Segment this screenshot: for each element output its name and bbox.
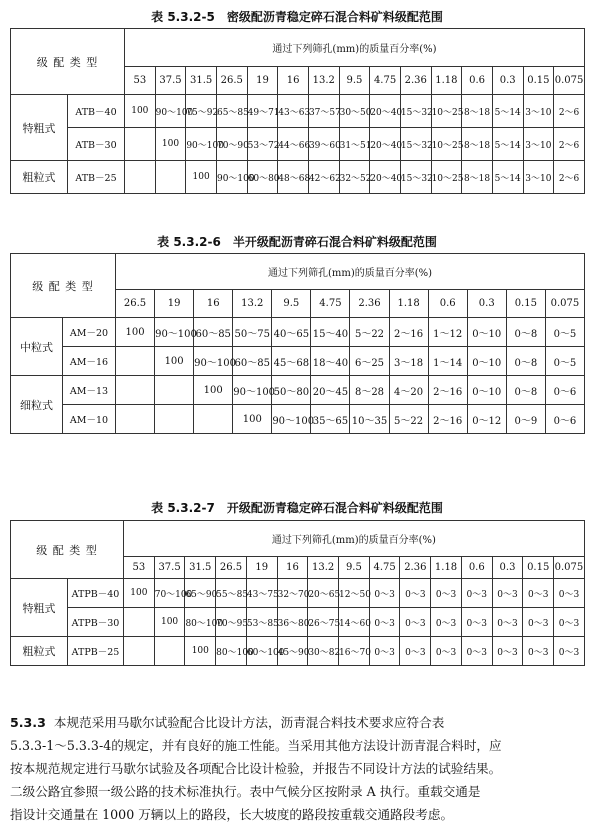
- mix-type: ATPB－25: [68, 637, 124, 666]
- passing-range-cell: 0～3: [400, 579, 431, 608]
- sieve-size: 9.5: [272, 290, 311, 318]
- sieve-size: 13.2: [308, 67, 339, 95]
- passing-range-cell: 3～10: [523, 95, 554, 128]
- table-row: [11, 95, 585, 128]
- passing-range-cell: 0～6: [545, 376, 584, 405]
- passing-range-cell: 50～75: [233, 318, 272, 347]
- passing-range-cell: 3～18: [389, 347, 428, 376]
- passing-range-cell: [125, 128, 156, 161]
- passing-range-cell: 0～3: [369, 608, 400, 637]
- passing-range-cell: 10～25: [431, 128, 462, 161]
- gradation-group: 粗粒式: [11, 637, 68, 666]
- sieve-size: 31.5: [186, 67, 217, 95]
- table-row: [11, 347, 585, 376]
- passing-range-cell: 0～3: [369, 579, 400, 608]
- sieve-size: 1.18: [389, 290, 428, 318]
- passing-range-cell: 5～14: [492, 161, 523, 194]
- passing-range-cell: 45～90: [277, 637, 308, 666]
- sieve-size: 0.3: [492, 557, 523, 579]
- passing-range-cell: 45～68: [272, 347, 311, 376]
- sieve-size: 13.2: [233, 290, 272, 318]
- mix-type: ATB－30: [68, 128, 125, 161]
- passing-range-cell: 20～40: [370, 161, 401, 194]
- passing-range-cell: 20～65: [308, 579, 339, 608]
- sieve-size: 4.75: [369, 557, 400, 579]
- sieve-size: 9.5: [339, 67, 370, 95]
- passing-range-cell: 65～90: [185, 579, 216, 608]
- passing-range-cell: 2～16: [389, 318, 428, 347]
- mix-type: ATPB－40: [68, 579, 124, 608]
- passing-range-cell: [124, 608, 155, 637]
- passing-range-cell: 100: [233, 405, 272, 434]
- corner-label: 级 配 类 型: [11, 521, 124, 579]
- clause-paragraph: [10, 711, 584, 826]
- passing-range-cell: 53～72: [247, 128, 278, 161]
- passing-percent-header: 通过下列筛孔(mm)的质量百分率(%): [125, 29, 585, 67]
- sieve-size: 0.3: [492, 67, 523, 95]
- passing-range-cell: 3～10: [523, 161, 554, 194]
- passing-range-cell: 60～80: [247, 161, 278, 194]
- sieve-size: 26.5: [216, 557, 247, 579]
- gradation-group: 粗粒式: [11, 161, 68, 194]
- table-row: [11, 579, 585, 608]
- passing-range-cell: 75～92: [186, 95, 217, 128]
- passing-range-cell: 0～3: [523, 637, 554, 666]
- sieve-size: 16: [278, 67, 309, 95]
- sieve-size: 19: [247, 67, 278, 95]
- table-row: [11, 637, 585, 666]
- passing-range-cell: 1～14: [428, 347, 467, 376]
- paragraph-line-4: 二级公路宜参照一级公路的技术标准执行。表中气候分区按附录 A 执行。重载交通是: [10, 784, 481, 799]
- passing-range-cell: 16～70: [339, 637, 370, 666]
- passing-range-cell: 2～6: [554, 128, 585, 161]
- table-row: [11, 318, 585, 347]
- passing-range-cell: [194, 405, 233, 434]
- header-row: [11, 29, 585, 67]
- passing-range-cell: 50～80: [272, 376, 311, 405]
- passing-range-cell: 8～18: [462, 95, 493, 128]
- passing-range-cell: 1～12: [428, 318, 467, 347]
- sieve-size: 19: [155, 290, 194, 318]
- passing-range-cell: 0～10: [467, 347, 506, 376]
- header-row: [11, 521, 585, 557]
- passing-range-cell: 0～9: [506, 405, 545, 434]
- paragraph-line-3: 按本规范规定进行马歇尔试验及各项配合比设计检验，并报告不同设计方法的试验结果。: [10, 761, 502, 776]
- passing-range-cell: 53～85: [246, 608, 277, 637]
- passing-range-cell: 14～60: [339, 608, 370, 637]
- passing-range-cell: [155, 376, 194, 405]
- passing-range-cell: 5～22: [350, 318, 389, 347]
- passing-range-cell: 0～3: [461, 608, 492, 637]
- passing-range-cell: 0～12: [467, 405, 506, 434]
- sieve-size: 26.5: [216, 67, 247, 95]
- passing-range-cell: 0～3: [461, 637, 492, 666]
- passing-range-cell: 8～28: [350, 376, 389, 405]
- passing-range-cell: 0～3: [554, 608, 585, 637]
- sieve-size: 4.75: [370, 67, 401, 95]
- sieve-size: 0.6: [428, 290, 467, 318]
- corner-label: 级 配 类 型: [11, 29, 125, 95]
- passing-range-cell: 90～100: [155, 95, 186, 128]
- passing-range-cell: 10～35: [350, 405, 389, 434]
- table-caption: 表 5.3.2-7 开级配沥青稳定碎石混合料矿料级配范围: [151, 501, 443, 515]
- sieve-size: 0.6: [462, 67, 493, 95]
- passing-range-cell: 0～10: [467, 318, 506, 347]
- passing-range-cell: 0～3: [369, 637, 400, 666]
- sieve-size: 53: [125, 67, 156, 95]
- sieve-size: 4.75: [311, 290, 350, 318]
- passing-range-cell: 0～3: [431, 637, 462, 666]
- passing-range-cell: 4～20: [389, 376, 428, 405]
- passing-range-cell: 100: [116, 318, 155, 347]
- table-row: [11, 608, 585, 637]
- passing-range-cell: 37～57: [308, 95, 339, 128]
- table-caption: 表 5.3.2-6 半开级配沥青碎石混合料矿料级配范围: [157, 235, 437, 249]
- mix-type: ATB－40: [68, 95, 125, 128]
- sieve-size: 37.5: [154, 557, 185, 579]
- sieve-size: 0.075: [545, 290, 584, 318]
- passing-range-cell: 43～75: [246, 579, 277, 608]
- sieve-size: 16: [194, 290, 233, 318]
- passing-range-cell: 5～14: [492, 128, 523, 161]
- passing-range-cell: 20～40: [370, 95, 401, 128]
- passing-range-cell: 80～100: [216, 637, 247, 666]
- passing-range-cell: 48～68: [278, 161, 309, 194]
- passing-range-cell: 2～16: [428, 405, 467, 434]
- passing-range-cell: [116, 376, 155, 405]
- passing-range-cell: 90～100: [194, 347, 233, 376]
- passing-range-cell: 0～3: [431, 579, 462, 608]
- passing-range-cell: 70～95: [216, 608, 247, 637]
- mix-type: ATB－25: [68, 161, 125, 194]
- passing-range-cell: [116, 405, 155, 434]
- passing-range-cell: 100: [185, 637, 216, 666]
- gradation-table-semi-open: [10, 253, 585, 434]
- passing-range-cell: 2～6: [554, 95, 585, 128]
- passing-range-cell: 70～90: [216, 128, 247, 161]
- passing-percent-header: 通过下列筛孔(mm)的质量百分率(%): [116, 254, 585, 290]
- passing-range-cell: 90～100: [233, 376, 272, 405]
- passing-range-cell: 31～51: [339, 128, 370, 161]
- sieve-size: 0.075: [554, 67, 585, 95]
- passing-range-cell: 0～5: [545, 318, 584, 347]
- passing-range-cell: 100: [154, 608, 185, 637]
- passing-range-cell: 12～50: [339, 579, 370, 608]
- sieve-size: 16: [277, 557, 308, 579]
- header-row: [11, 254, 585, 290]
- passing-range-cell: 0～3: [400, 637, 431, 666]
- passing-range-cell: 0～3: [554, 579, 585, 608]
- passing-range-cell: 60～85: [194, 318, 233, 347]
- passing-range-cell: 0～3: [492, 637, 523, 666]
- passing-range-cell: 80～100: [185, 608, 216, 637]
- passing-range-cell: 90～100: [155, 318, 194, 347]
- passing-range-cell: 0～3: [400, 608, 431, 637]
- passing-range-cell: 30～50: [339, 95, 370, 128]
- passing-range-cell: 100: [125, 95, 156, 128]
- passing-range-cell: 0～6: [545, 405, 584, 434]
- clause-number: 5.3.3: [10, 715, 46, 730]
- sieve-size: 1.18: [431, 557, 462, 579]
- passing-range-cell: 100: [194, 376, 233, 405]
- passing-range-cell: 70～100: [154, 579, 185, 608]
- passing-range-cell: 30～82: [308, 637, 339, 666]
- passing-range-cell: 100: [124, 579, 155, 608]
- table-row: [11, 128, 585, 161]
- passing-range-cell: 42～62: [308, 161, 339, 194]
- passing-range-cell: 44～66: [278, 128, 309, 161]
- gradation-group: 细粒式: [11, 376, 63, 434]
- sieve-size: 53: [124, 557, 155, 579]
- passing-range-cell: 90～100: [186, 128, 217, 161]
- passing-range-cell: 0～3: [461, 579, 492, 608]
- gradation-group: 中粒式: [11, 318, 63, 376]
- gradation-group: 特粗式: [11, 95, 68, 161]
- passing-range-cell: 8～18: [462, 161, 493, 194]
- passing-range-cell: 15～32: [400, 95, 431, 128]
- sieve-size: 0.3: [467, 290, 506, 318]
- sieve-size: 1.18: [431, 67, 462, 95]
- table-row: [11, 161, 585, 194]
- passing-range-cell: 26～75: [308, 608, 339, 637]
- passing-range-cell: 0～5: [545, 347, 584, 376]
- sieve-size: 2.36: [400, 557, 431, 579]
- table-caption: 表 5.3.2-5 密级配沥青稳定碎石混合料矿料级配范围: [151, 10, 443, 24]
- sieve-size: 2.36: [400, 67, 431, 95]
- paragraph-line-2: 5.3.3-1～5.3.3-4的规定，并有良好的施工性能。当采用其他方法设计沥青混合料时，应: [10, 738, 502, 753]
- paragraph-text: 本规范采用马歇尔试验配合比设计方法，沥青混合料技术要求应符合表: [53, 715, 445, 730]
- sieve-size: 31.5: [185, 557, 216, 579]
- passing-range-cell: 36～80: [277, 608, 308, 637]
- gradation-table-dense: [10, 28, 585, 194]
- passing-range-cell: 0～3: [492, 608, 523, 637]
- sieve-size: 26.5: [116, 290, 155, 318]
- passing-range-cell: 32～70: [277, 579, 308, 608]
- sieve-size: 13.2: [308, 557, 339, 579]
- passing-range-cell: 0～3: [492, 579, 523, 608]
- passing-range-cell: 2～6: [554, 161, 585, 194]
- passing-range-cell: 10～25: [431, 95, 462, 128]
- passing-range-cell: 5～14: [492, 95, 523, 128]
- mix-type: AM－16: [63, 347, 116, 376]
- passing-range-cell: 35～65: [311, 405, 350, 434]
- corner-label: 级 配 类 型: [11, 254, 116, 318]
- passing-range-cell: 90～100: [216, 161, 247, 194]
- passing-range-cell: 0～8: [506, 318, 545, 347]
- passing-range-cell: 0～8: [506, 347, 545, 376]
- mix-type: AM－20: [63, 318, 116, 347]
- passing-range-cell: 65～85: [216, 95, 247, 128]
- table-row: [11, 376, 585, 405]
- passing-range-cell: [155, 405, 194, 434]
- paragraph-line-1: [10, 711, 584, 734]
- sieve-size: 37.5: [155, 67, 186, 95]
- passing-range-cell: 43～63: [278, 95, 309, 128]
- mix-type: ATPB－30: [68, 608, 124, 637]
- passing-range-cell: 0～3: [523, 579, 554, 608]
- passing-range-cell: 20～40: [370, 128, 401, 161]
- passing-range-cell: 0～10: [467, 376, 506, 405]
- passing-range-cell: 100: [186, 161, 217, 194]
- sieve-size: 2.36: [350, 290, 389, 318]
- sieve-size: 0.15: [523, 67, 554, 95]
- sieve-size: 19: [246, 557, 277, 579]
- passing-range-cell: [124, 637, 155, 666]
- passing-range-cell: 2～16: [428, 376, 467, 405]
- passing-range-cell: 15～32: [400, 161, 431, 194]
- passing-range-cell: [125, 161, 156, 194]
- passing-range-cell: 10～25: [431, 161, 462, 194]
- passing-range-cell: 15～32: [400, 128, 431, 161]
- passing-range-cell: 0～8: [506, 376, 545, 405]
- sieve-size: 9.5: [339, 557, 370, 579]
- table-row: [11, 405, 585, 434]
- passing-range-cell: [116, 347, 155, 376]
- mix-type: AM－10: [63, 405, 116, 434]
- passing-range-cell: 49～71: [247, 95, 278, 128]
- passing-range-cell: 90～100: [272, 405, 311, 434]
- sieve-size: 0.15: [523, 557, 554, 579]
- passing-range-cell: 40～65: [272, 318, 311, 347]
- passing-range-cell: 6～25: [350, 347, 389, 376]
- passing-range-cell: 60～100: [246, 637, 277, 666]
- passing-range-cell: 0～3: [431, 608, 462, 637]
- paragraph-line-5: 指设计交通量在 1000 万辆以上的路段，长大坡度的路段按重载交通路段考虑。: [10, 807, 454, 822]
- gradation-group: 特粗式: [11, 579, 68, 637]
- passing-range-cell: 100: [155, 347, 194, 376]
- passing-range-cell: 18～40: [311, 347, 350, 376]
- passing-percent-header: 通过下列筛孔(mm)的质量百分率(%): [124, 521, 585, 557]
- sieve-size: 0.6: [461, 557, 492, 579]
- passing-range-cell: 3～10: [523, 128, 554, 161]
- passing-range-cell: 8～18: [462, 128, 493, 161]
- passing-range-cell: 0～3: [523, 608, 554, 637]
- passing-range-cell: 5～22: [389, 405, 428, 434]
- sieve-size: 0.075: [554, 557, 585, 579]
- passing-range-cell: 32～52: [339, 161, 370, 194]
- passing-range-cell: 0～3: [554, 637, 585, 666]
- gradation-table-open: [10, 520, 585, 666]
- passing-range-cell: 15～40: [311, 318, 350, 347]
- passing-range-cell: 39～60: [308, 128, 339, 161]
- mix-type: AM－13: [63, 376, 116, 405]
- passing-range-cell: 100: [155, 128, 186, 161]
- passing-range-cell: [154, 637, 185, 666]
- passing-range-cell: [155, 161, 186, 194]
- passing-range-cell: 20～45: [311, 376, 350, 405]
- passing-range-cell: 55～85: [216, 579, 247, 608]
- passing-range-cell: 60～85: [233, 347, 272, 376]
- sieve-size: 0.15: [506, 290, 545, 318]
